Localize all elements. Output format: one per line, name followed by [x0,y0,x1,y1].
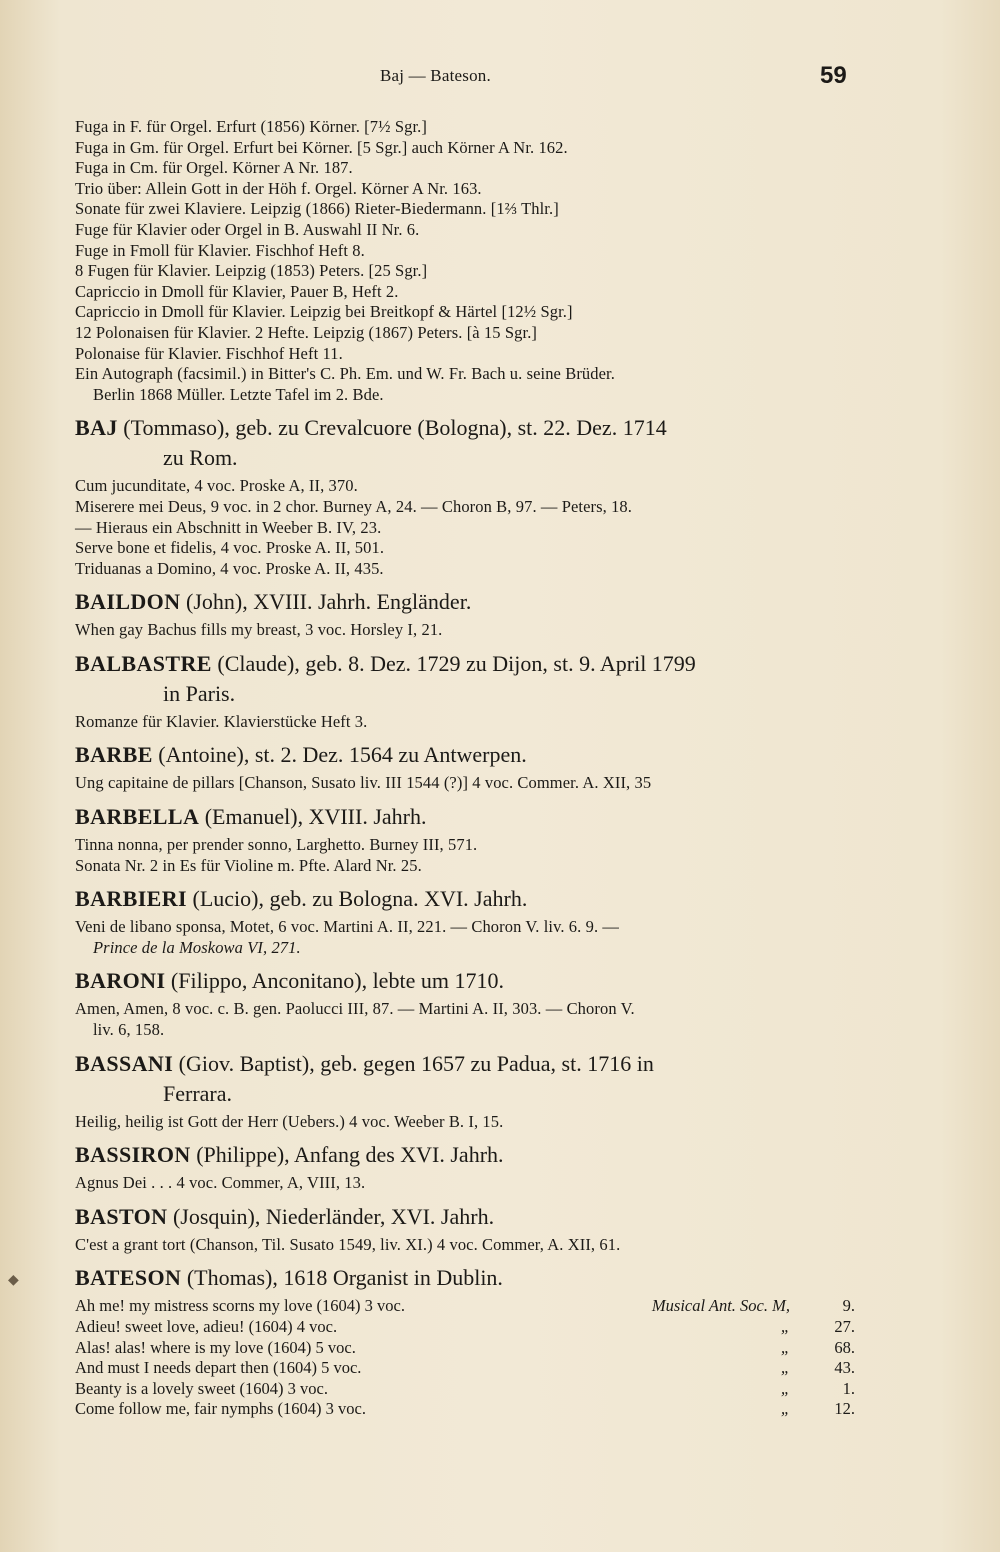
work-line: Serve bone et fidelis, 4 voc. Proske A. II, 501. [75,538,385,558]
composer-name: BARONI [75,968,166,994]
page-number: 59 [820,62,847,89]
composer-name: BASSANI [75,1050,174,1076]
work-line: 12 Polonaisen für Klavier. 2 Hefte. Leipzig (1867) Peters. [à 15 Sgr.] [75,322,538,342]
work-line: 8 Fugen für Klavier. Leipzig (1853) Peters. [25 Sgr.] [75,261,428,281]
composer-entry-baj [75,413,855,579]
work-line: Fuga in Gm. für Orgel. Erfurt bei Körner. [5 Sgr.] auch Körner A Nr. 162. [75,137,568,157]
composer-entry-bassiron [75,1140,855,1194]
work-line: Trio über: Allein Gott in der Höh f. Orgel. Körner A Nr. 163. [75,178,482,198]
work-line: Fuga in F. für Orgel. Erfurt (1856) Körner. [7½ Sgr.] [75,117,427,136]
work-line: Ein Autograph (facsimil.) in Bitter's C. Ph. Em. und W. Fr. Bach u. seine Brüder. [75,364,615,384]
work-title: Beanty is a lovely sweet (1604) 3 voc. [75,1378,328,1398]
composer-bio-cont: Ferrara. [163,1080,233,1106]
composer-bio: (Lucio), geb. zu Bologna. XVI. Jahrh. [187,886,528,912]
composer-bio: (Claude), geb. 8. Dez. 1729 zu Dijon, st. 9. April 1799 [211,650,696,676]
entry-heading [75,1263,855,1293]
work-line: Fuga in Cm. für Orgel. Körner A Nr. 187. [75,158,353,178]
composer-entry-barbella [75,802,855,876]
work-line: Sonata Nr. 2 in Es für Violine m. Pfte. Alard Nr. 25. [75,855,422,875]
composer-bio: (Filippo, Anconitano), lebte um 1710. [165,968,504,994]
work-line: Cum jucunditate, 4 voc. Proske A, II, 370. [75,476,358,496]
work-line: Veni de libano sponsa, Motet, 6 voc. Martini A. II, 221. — Choron V. liv. 6. 9. — [75,917,620,937]
composer-bio: (Tommaso), geb. zu Crevalcuore (Bologna), st. 22. Dez. 1714 [117,415,667,441]
work-number: 1. [842,1378,855,1398]
work-source: „ [780,1358,790,1378]
composer-name: BARBE [75,742,153,768]
work-line: Miserere mei Deus, 9 voc. in 2 chor. Burney A, 24. — Choron B, 97. — Peters, 18. [75,496,633,516]
table-row [75,1358,855,1379]
work-line: Heilig, heilig ist Gott der Herr (Uebers.) 4 voc. Weeber B. I, 15. [75,1111,504,1131]
table-row [75,1296,855,1317]
work-line: Fuge für Klavier oder Orgel in B. Auswahl II Nr. 6. [75,219,420,239]
composer-entry-baston [75,1202,855,1256]
entry-heading [75,740,855,770]
work-line: Fuge in Fmoll für Klavier. Fischhof Heft 8. [75,240,365,260]
work-line: Berlin 1868 Müller. Letzte Tafel im 2. Bde. [93,384,384,404]
composer-bio: (John), XVIII. Jahrh. Engländer. [180,589,472,615]
work-line: Amen, Amen, 8 voc. c. B. gen. Paolucci III, 87. — Martini A. II, 303. — Choron V. [75,999,635,1019]
work-number: 9. [842,1296,855,1316]
work-number: 68. [834,1337,855,1357]
work-line: Capriccio in Dmoll für Klavier. Leipzig bei Breitkopf & Härtel [12½ Sgr.] [75,302,573,322]
composer-entry-bassani [75,1049,855,1133]
entry-heading [75,413,855,473]
bateson-works-table [75,1296,855,1420]
work-line: Romanze für Klavier. Klavierstücke Heft 3. [75,711,368,731]
composer-name: BAJ [75,415,118,441]
work-source: „ [780,1337,790,1357]
work-source: „ [780,1378,790,1398]
entry-heading [75,884,855,914]
work-title: Come follow me, fair nymphs (1604) 3 voc. [75,1399,366,1419]
table-row [75,1317,855,1338]
composer-entry-baroni [75,966,855,1040]
composer-name: BATESON [75,1265,182,1291]
composer-entry-barbieri [75,884,855,958]
composer-bio-cont: in Paris. [163,680,236,706]
work-source: „ [780,1399,790,1419]
entry-heading [75,966,855,996]
composer-entry-barbe [75,740,855,794]
work-title: Alas! alas! where is my love (1604) 5 voc. [75,1337,356,1357]
work-number: 27. [834,1317,855,1336]
work-line: Polonaise für Klavier. Fischhof Heft 11. [75,343,343,363]
page-header [0,62,1000,98]
composer-name: BASTON [75,1203,168,1229]
work-line: Sonate für zwei Klaviere. Leipzig (1866) Rieter-Biedermann. [1⅔ Thlr.] [75,199,559,219]
page-content [75,117,855,1420]
composer-entry-baildon [75,587,855,641]
composer-bio: (Giov. Baptist), geb. gegen 1657 zu Padua, st. 1716 in [173,1050,654,1076]
work-number: 12. [834,1399,855,1419]
entry-heading [75,587,855,617]
work-line: Prince de la Moskowa VI, 271. [93,937,301,957]
composer-bio: (Antoine), st. 2. Dez. 1564 zu Antwerpen. [152,742,527,768]
composer-name: BASSIRON [75,1142,191,1168]
intro-works [75,117,855,405]
composer-bio: (Philippe), Anfang des XVI. Jahrh. [190,1142,504,1168]
entry-heading [75,1049,855,1109]
margin-bullet-mark: ◆ [8,1273,19,1288]
work-title: Adieu! sweet love, adieu! (1604) 4 voc. [75,1317,338,1336]
entry-heading [75,649,855,709]
table-row [75,1379,855,1400]
work-title: Ah me! my mistress scorns my love (1604) 3 voc. [75,1296,405,1316]
running-head: Baj — Bateson. [380,66,491,85]
composer-name: BARBIERI [75,886,188,912]
work-line: Capriccio in Dmoll für Klavier, Pauer B, Heft 2. [75,281,399,301]
work-title: And must I needs depart then (1604) 5 voc. [75,1358,362,1378]
composer-name: BAILDON [75,589,181,615]
entry-heading [75,1140,855,1170]
work-line: Triduanas a Domino, 4 voc. Proske A. II, 435. [75,558,384,578]
work-source: Musical Ant. Soc. M, [651,1296,790,1316]
table-row [75,1338,855,1359]
work-line: Ung capitaine de pillars [Chanson, Susato liv. III 1544 (?)] 4 voc. Commer. A. XII, 35 [75,773,652,793]
work-number: 43. [834,1358,855,1378]
entry-heading [75,802,855,832]
work-line: When gay Bachus fills my breast, 3 voc. Horsley I, 21. [75,620,443,640]
composer-bio-cont: zu Rom. [163,445,238,471]
composer-name: BALBASTRE [75,650,212,676]
composer-bio: (Josquin), Niederländer, XVI. Jahrh. [167,1203,495,1229]
work-line: — Hieraus ein Abschnitt in Weeber B. IV, 23. [75,517,382,537]
table-row [75,1399,855,1420]
composer-entry-balbastre [75,649,855,733]
entry-heading [75,1202,855,1232]
composer-bio: (Thomas), 1618 Organist in Dublin. [181,1265,503,1291]
composer-bio: (Emanuel), XVIII. Jahrh. [199,804,427,830]
work-line: liv. 6, 158. [93,1020,165,1040]
composer-name: BARBELLA [75,804,200,830]
work-line: C'est a grant tort (Chanson, Til. Susato 1549, liv. XI.) 4 voc. Commer, A. XII, 61. [75,1234,621,1254]
work-line: Agnus Dei . . . 4 voc. Commer, A, VIII, 13. [75,1173,366,1193]
work-line: Tinna nonna, per prender sonno, Larghetto. Burney III, 571. [75,835,478,855]
work-source: „ [780,1317,790,1336]
composer-entry-bateson [75,1263,855,1420]
